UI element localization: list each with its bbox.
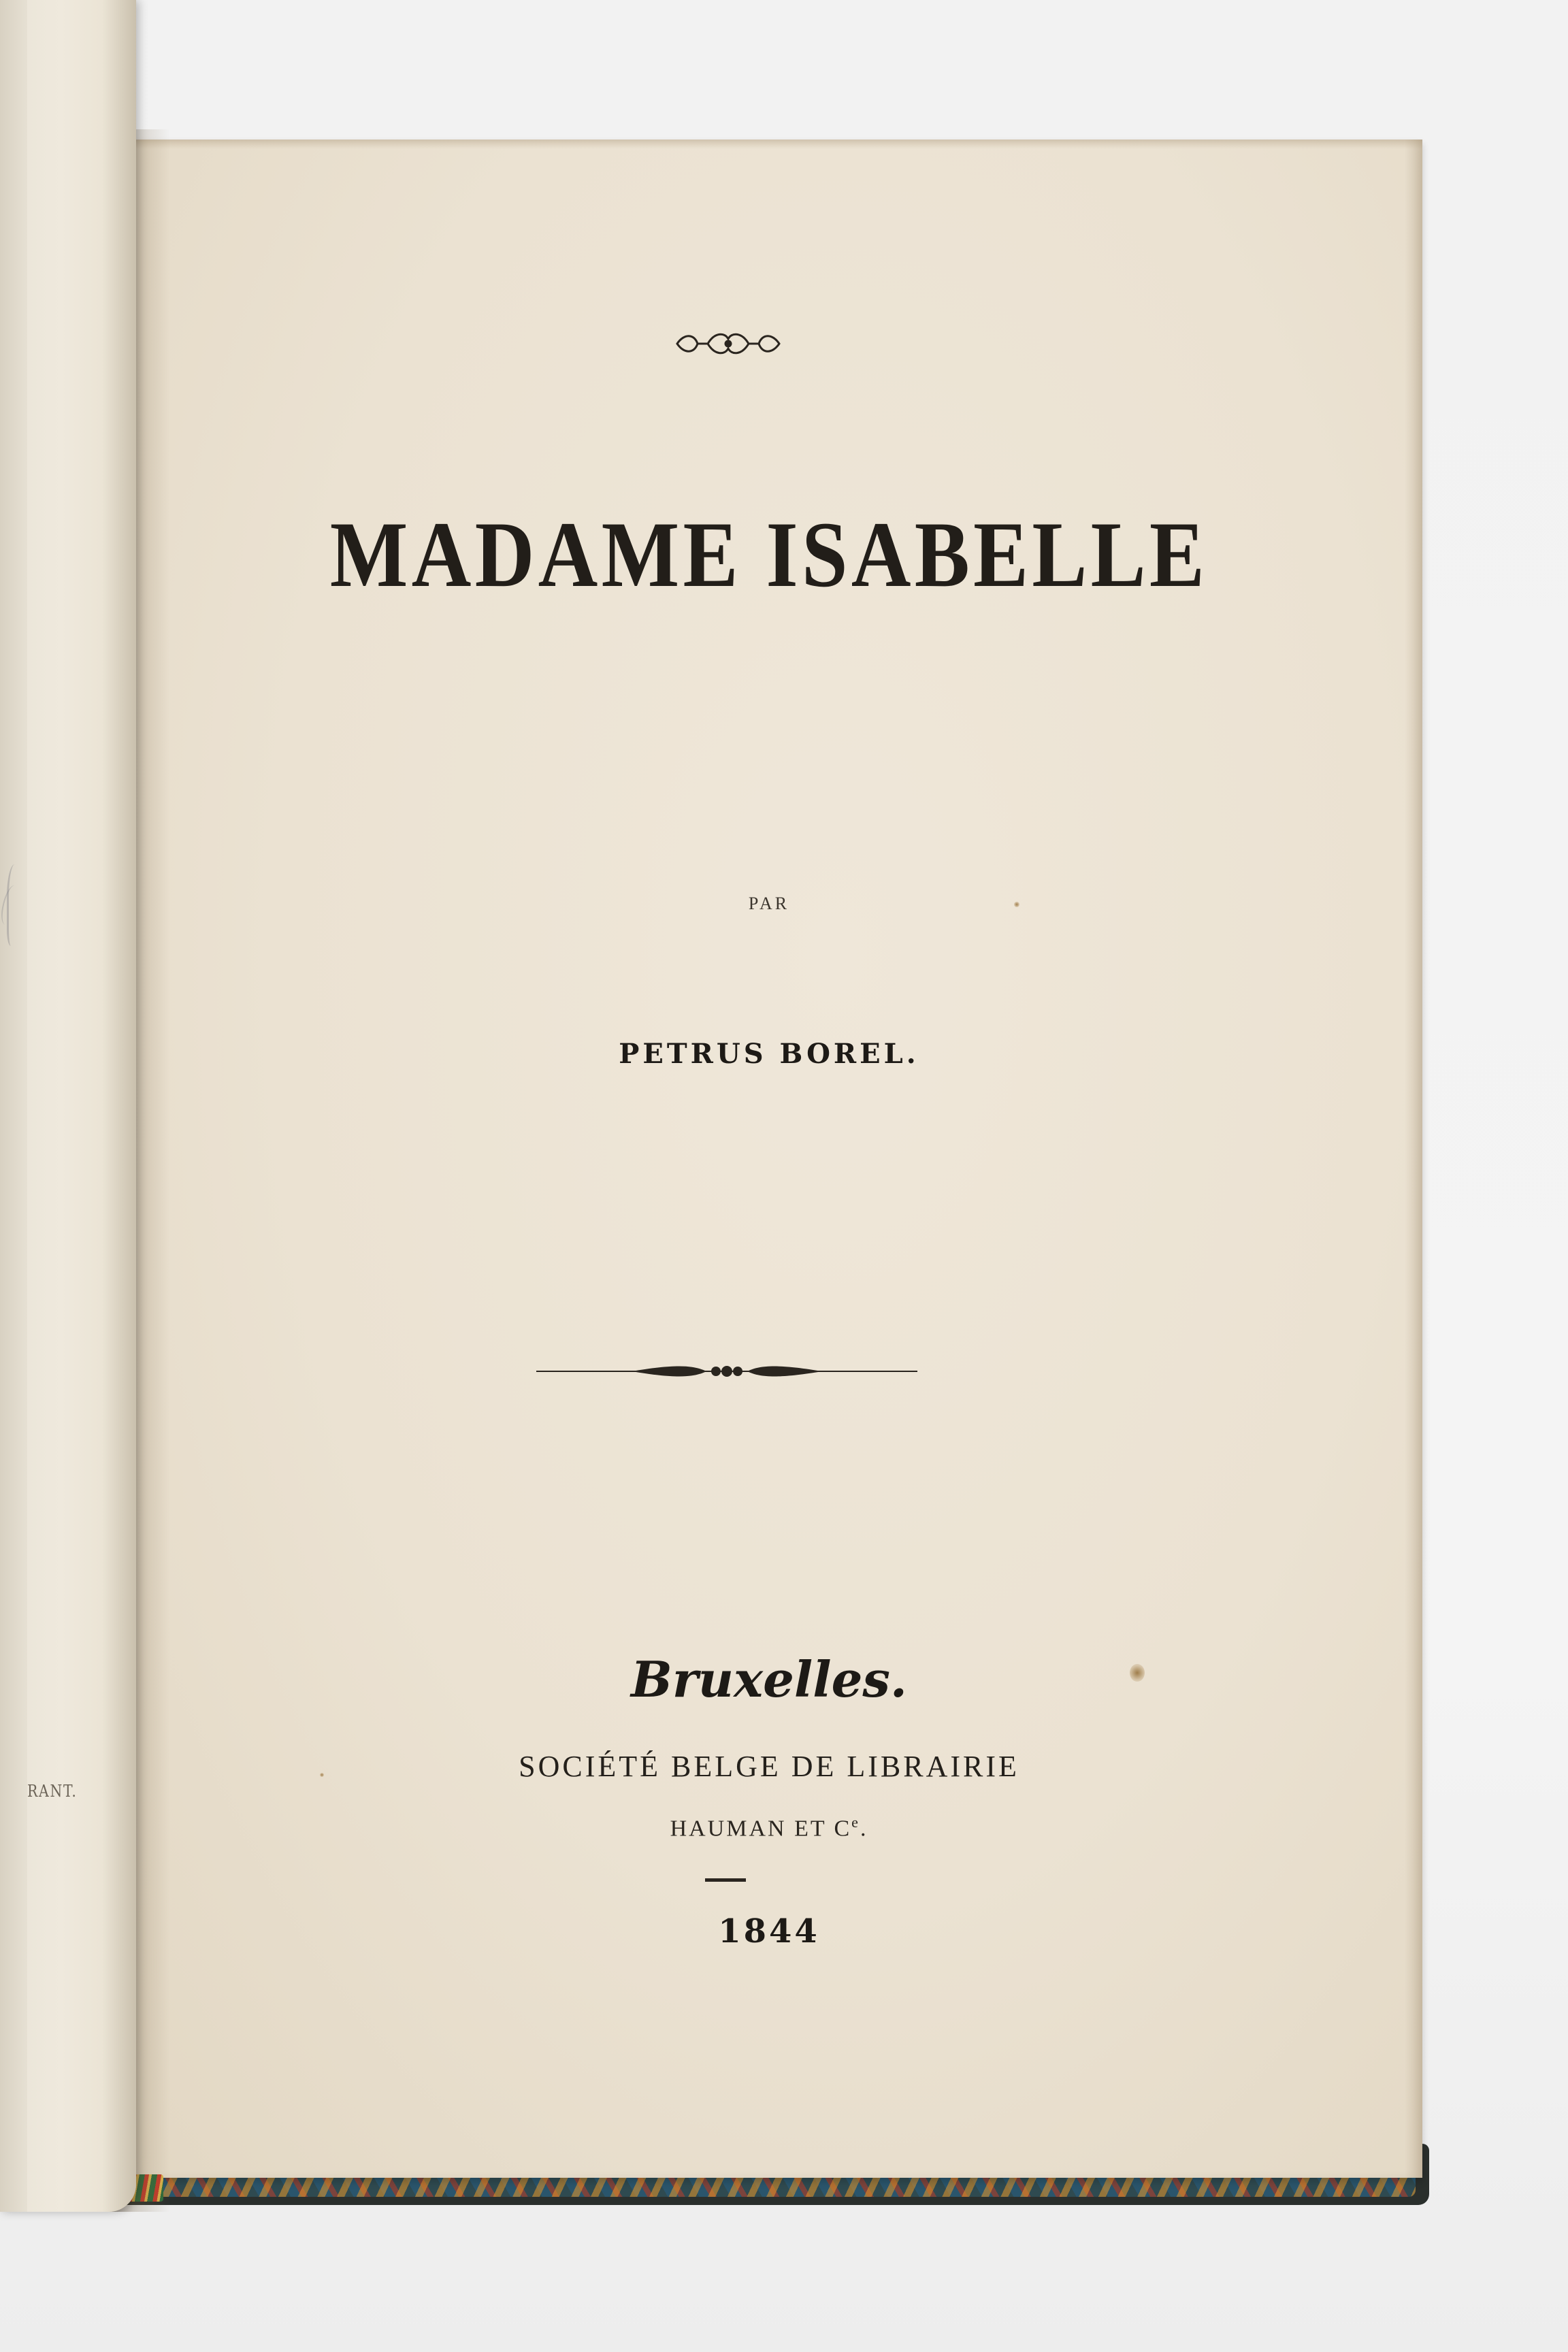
foxing-spot: [1014, 902, 1019, 907]
divider-ornament-icon: [536, 1361, 917, 1382]
imprint-main: HAUMAN ET C: [670, 1816, 852, 1842]
left-page-imprint: RANT.: [27, 1782, 78, 1801]
title-page: [116, 140, 1422, 2178]
by-line: PAR: [748, 894, 790, 913]
top-ornament-icon: [670, 327, 786, 361]
imprint-end: .: [860, 1816, 868, 1842]
publication-city: Bruxelles.: [631, 1650, 907, 1708]
page-right-edge: [1405, 140, 1422, 2178]
left-page-edge: [0, 0, 27, 2212]
imprint-superscript: e: [851, 1814, 860, 1831]
publisher-imprint: [116, 1814, 1422, 1842]
book-title: MADAME ISABELLE: [329, 502, 1209, 606]
publication-year: 1844: [718, 1912, 820, 1950]
short-rule: [705, 1878, 746, 1882]
foxing-spot: [320, 1773, 324, 1777]
page-top-edge: [116, 140, 1422, 149]
foxing-spot: [1130, 1664, 1145, 1682]
author-name: PETRUS BOREL.: [619, 1038, 919, 1070]
publisher-name: SOCIÉTÉ BELGE DE LIBRAIRIE: [519, 1750, 1019, 1783]
